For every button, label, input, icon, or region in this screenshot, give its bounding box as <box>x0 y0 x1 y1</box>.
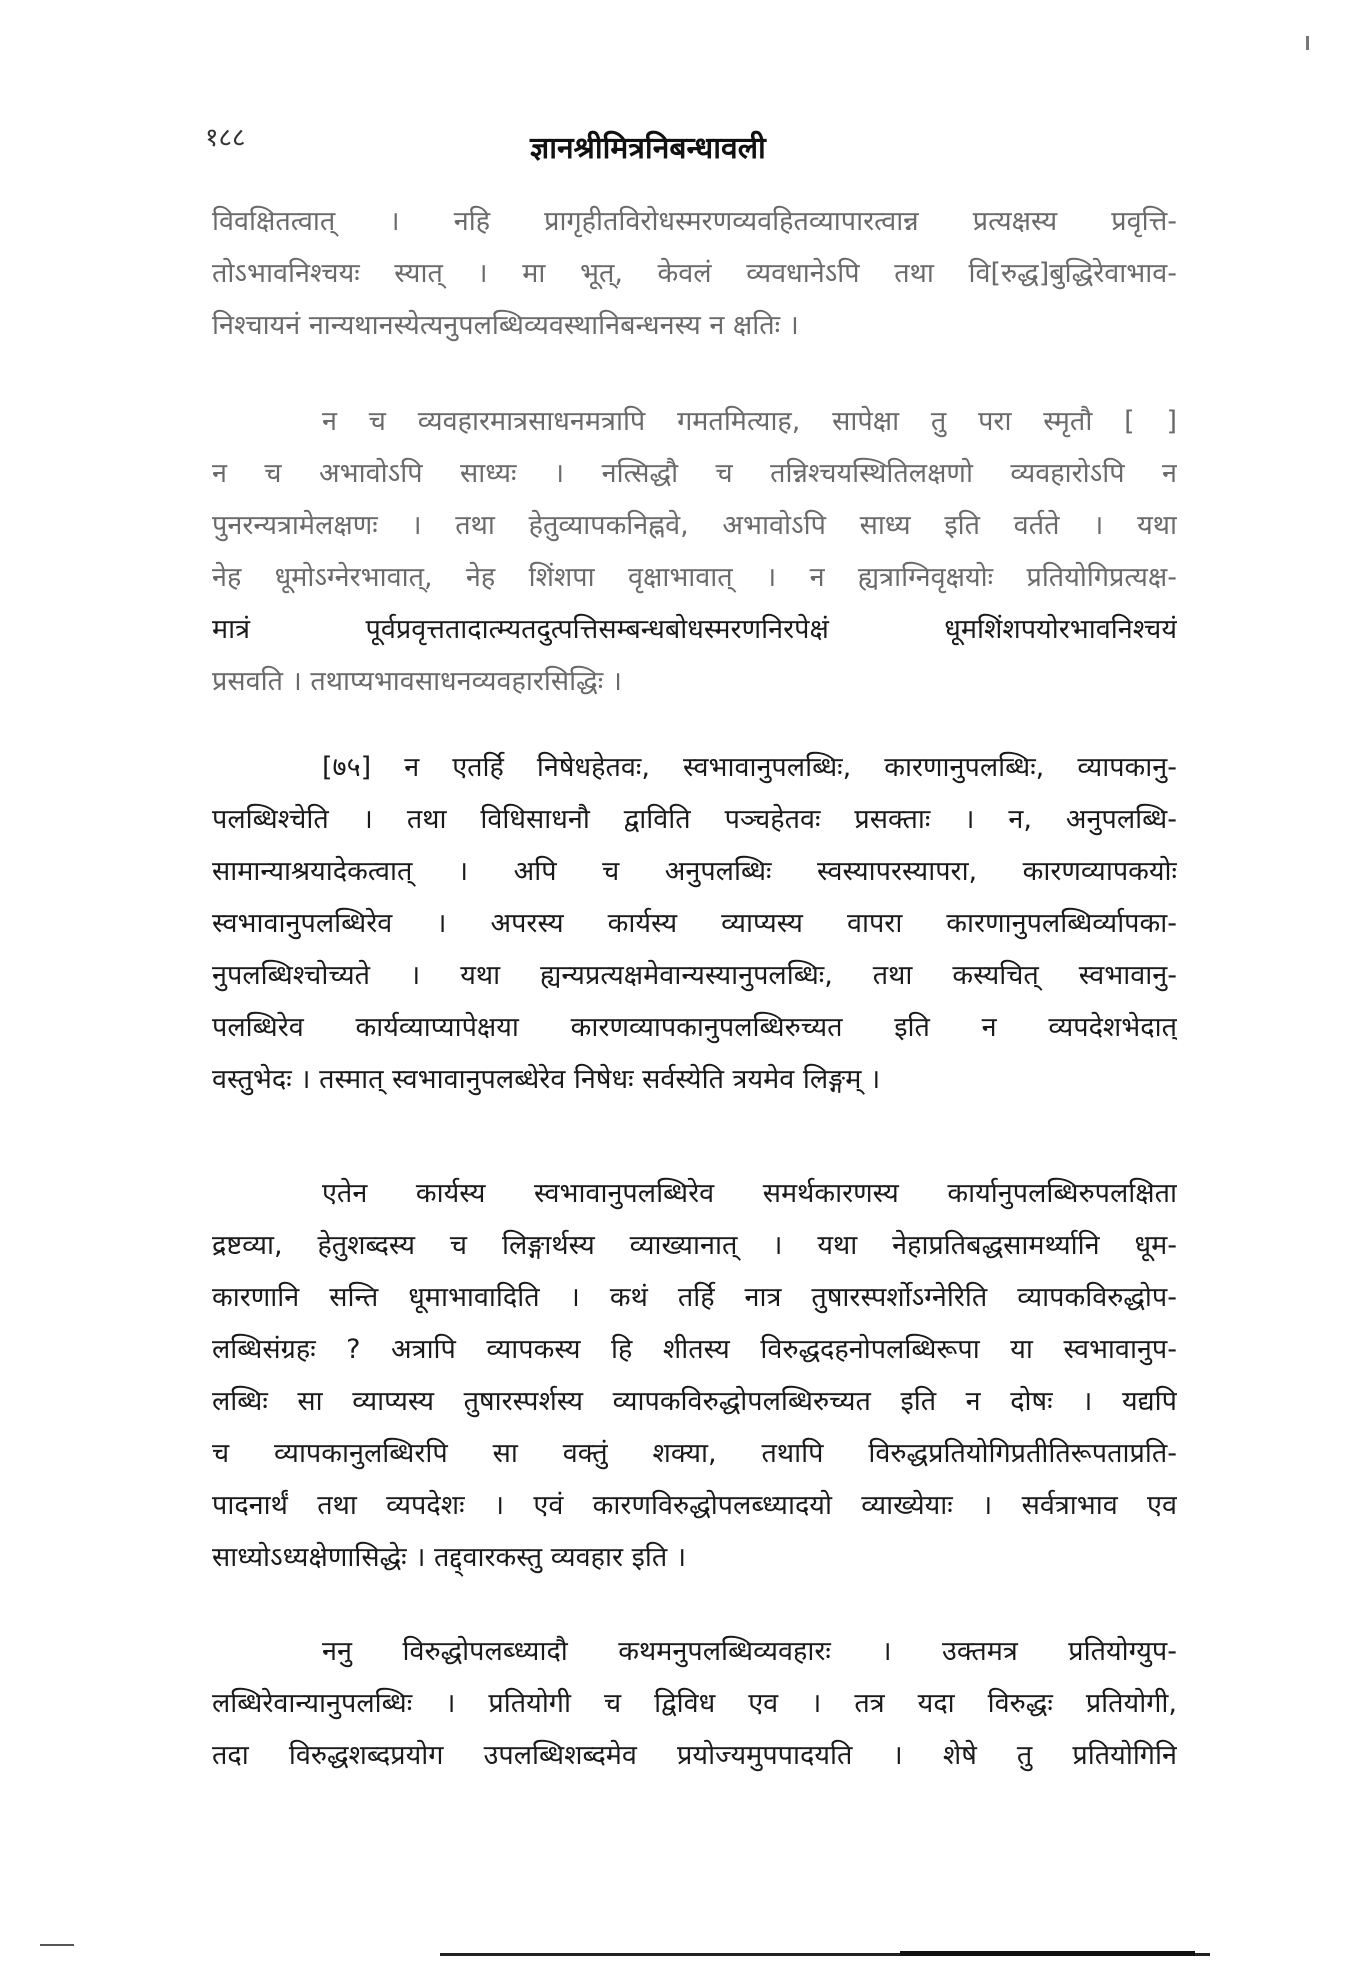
text-line: [७५] न एतर्हि निषेधहेतवः, स्वभावानुपलब्धिः, कारणानुपलब्धिः, व्यापकानु- <box>322 752 1177 783</box>
text-line: ननु विरुद्धोपलब्ध्यादौ कथमनुपलब्धिव्यवहारः । उक्तमत्र प्रतियोग्युप- <box>322 1636 1177 1667</box>
text-line: पलब्धिरेव कार्यव्याप्यापेक्षया कारणव्यापकानुपलब्धिरुच्यत इति न व्यपदेशभेदात् <box>212 1012 1177 1043</box>
paragraph-2 <box>212 396 1177 708</box>
page-number: १८८ <box>205 123 246 153</box>
text-line: तदा विरुद्धशब्दप्रयोग उपलब्धिशब्दमेव प्रयोज्यमुपपादयति । शेषे तु प्रतियोगिनि <box>212 1740 1177 1771</box>
text-line: न च अभावोऽपि साध्यः । नत्सिद्धौ च तन्निश्चयस्थितिलक्षणो व्यवहारोऽपि न <box>212 458 1177 489</box>
text-line: लब्धिरेवान्यानुपलब्धिः । प्रतियोगी च द्विविध एव । तत्र यदा विरुद्धः प्रतियोगी, <box>212 1688 1177 1719</box>
text-line: स्वभावानुपलब्धिरेव । अपरस्य कार्यस्य व्याप्यस्य वापरा कारणानुपलब्धिर्व्यापका- <box>212 908 1177 939</box>
running-title: ज्ञानश्रीमित्रनिबन्धावली <box>530 131 766 166</box>
text-line: प्रसवति । तथाप्यभावसाधनव्यवहारसिद्धिः । <box>212 666 623 697</box>
text-line: पुनरन्यत्रामेलक्षणः । तथा हेतुव्यापकनिह्नवे, अभावोऽपि साध्य इति वर्तते । यथा <box>212 510 1177 541</box>
text-line: पादनार्थं तथा व्यपदेशः । एवं कारणविरुद्धोपलब्ध्यादयो व्याख्येयाः । सर्वत्राभाव एव <box>212 1490 1177 1521</box>
text-line: लब्धिः सा व्याप्यस्य तुषारस्पर्शस्य व्यापकविरुद्धोपलब्धिरुच्यत इति न दोषः । यद्यपि <box>212 1386 1177 1417</box>
text-line: पलब्धिश्चेति । तथा विधिसाधनौ द्वाविति पञ्चहेतवः प्रसक्ताः । न, अनुपलब्धि- <box>212 804 1177 835</box>
text-line: नेह धूमोऽग्नेरभावात्, नेह शिंशपा वृक्षाभावात् । न ह्यत्राग्निवृक्षयोः प्रतियोगिप्रत्यक्ष- <box>212 562 1177 593</box>
text-line: वस्तुभेदः । तस्मात् स्वभावानुपलब्धेरेव निषेधः सर्वस्येति त्रयमेव लिङ्गम् । <box>212 1064 881 1095</box>
paragraph-4 <box>212 1168 1177 1584</box>
text-line: एतेन कार्यस्य स्वभावानुपलब्धिरेव समर्थकारणस्य कार्यानुपलब्धिरुपलक्षिता <box>322 1178 1177 1209</box>
text-line: सामान्याश्रयादेकत्वात् । अपि च अनुपलब्धिः स्वस्यापरस्यापरा, कारणव्यापकयोः <box>212 856 1177 887</box>
footer-rule-thick <box>900 1951 1195 1956</box>
text-line: कारणानि सन्ति धूमाभावादिति । कथं तर्हि नात्र तुषारस्पर्शोऽग्नेरिति व्यापकविरुद्धोप- <box>212 1282 1177 1313</box>
text-line: न च व्यवहारमात्रसाधनमत्रापि गमतमित्याह, सापेक्षा तु परा स्मृतौ [ ] <box>322 406 1177 437</box>
text-line: साध्योऽध्यक्षेणासिद्धेः । तद्द्वारकस्तु व्यवहार इति । <box>212 1542 687 1573</box>
text-line: विवक्षितत्वात् । नहि प्रागृहीतविरोधस्मरणव्यवहितव्यापारत्वान्न प्रत्यक्षस्य प्रवृत्ति- <box>212 206 1177 237</box>
scan-mark <box>40 1944 74 1946</box>
text-line: लब्धिसंग्रहः ? अत्रापि व्यापकस्य हि शीतस्य विरुद्धदहनोपलब्धिरूपा या स्वभावानुप- <box>212 1334 1177 1365</box>
paragraph-5 <box>212 1626 1177 1782</box>
paragraph-1 <box>212 196 1177 352</box>
text-line: च व्यापकानुलब्धिरपि सा वक्तुं शक्या, तथापि विरुद्धप्रतियोगिप्रतीतिरूपताप्रति- <box>212 1438 1177 1469</box>
paragraph-3 <box>212 742 1177 1106</box>
scan-speck <box>1306 36 1309 50</box>
text-line: द्रष्टव्या, हेतुशब्दस्य च लिङ्गार्थस्य व्याख्यानात् । यथा नेहाप्रतिबद्धसामर्थ्यानि धूम- <box>212 1230 1177 1261</box>
text-line: मात्रं पूर्वप्रवृत्ततादात्म्यतदुत्पत्तिसम्बन्धबोधस्मरणनिरपेक्षं धूमशिंशपयोरभावनिश्चयं <box>212 614 1177 645</box>
text-line: तोऽभावनिश्चयः स्यात् । मा भूत्, केवलं व्यवधानेऽपि तथा वि[रुद्ध]बुद्धिरेवाभाव- <box>212 258 1177 289</box>
text-line: निश्चायनं नान्यथानस्येत्यनुपलब्धिव्यवस्थानिबन्धनस्य न क्षतिः । <box>212 310 799 341</box>
text-line: नुपलब्धिश्चोच्यते । यथा ह्यन्यप्रत्यक्षमेवान्यस्यानुपलब्धिः, तथा कस्यचित् स्वभावानु- <box>212 960 1177 991</box>
